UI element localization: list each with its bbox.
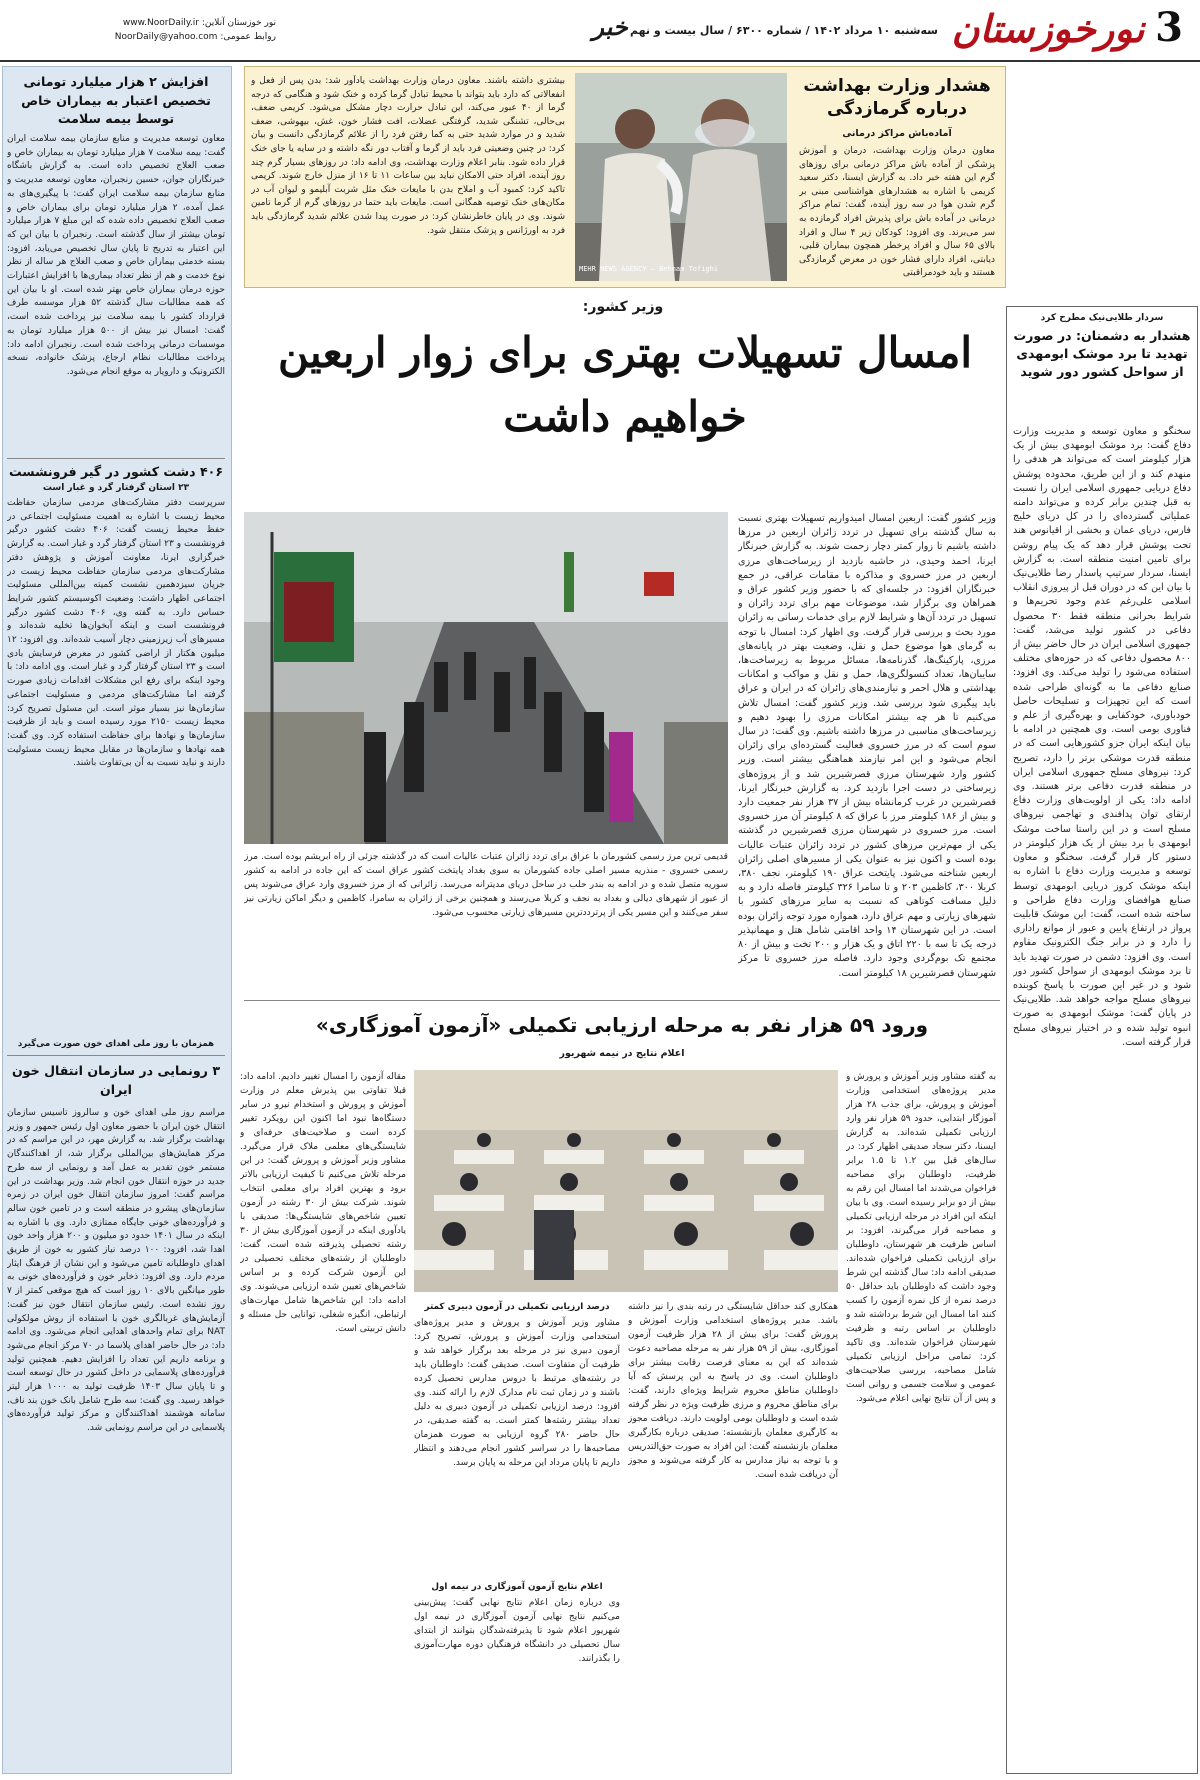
photo-credit: MEHR NEWS AGENCY — Behnam Tofighi — [579, 265, 719, 273]
arbaeen-photo — [244, 512, 728, 844]
exam-col3: مشاور وزیر آموزش و پرورش و مدیر پروژه‌های استخدامی وزارت آموزش و پرورش، تصریح کرد: آزمون دبیری نیز در مرحله بعد برگزار خواهد شد و ظرفیت آن متفاوت است. صدیقی گفت: داوطلبان باید در رشته‌های مرتبط با دروس مدارس تحصیل کرده باشند و در زمان ثبت نام مدارک لازم را ارائه کنند. وی افزود: درصد ارزیابی تکمیلی در آزمون دبیری به دلیل تعداد بیشتر رشته‌ها کمتر است. به گفته صدیقی، در حال حاضر ۲۸۰ گروه ارزیابی به صورت همزمان مصاحبه‌ها را در سراسر کشور انجام می‌دهند و انتظار داریم تا پایان مرداد این مرحله به پایان برسد. — [414, 1318, 620, 1468]
dasht-subtitle: ۲۳ استان گرفتار گرد و غبار است — [42, 483, 190, 493]
dasht-note: همزمان با روز ملی اهدای خون صورت می‌گیرد — [17, 1039, 215, 1049]
missile-kicker: سردار طلایی‌نیک مطرح کرد — [1040, 313, 1164, 323]
missile-title: هشدار به دشمنان: در صورت تهدید تا برد موشک ابومهدی از سواحل کشور دور شوید — [1013, 328, 1191, 379]
exam-col4: همکاری کند حداقل شایستگی در رتبه بندی را نیز داشته باشد. مدیر پروژه‌های استخدامی وزارت آموزش و پرورش گفت: برای بیش از ۲۸ هزار ظرفیت آزمون آموزگاری، بیش از ۵۹ هزار نفر به مرحله مصاحبه دعوت شده‌اند که این به معنای فرصت رقابت بیشتر برای داوطلبان است. وی در پاسخ به این پرسش که آیا داوطلبان مناطق محروم شرایط ویژه‌ای دارند، گفت: برای مناطق محروم و مرزی ظرفیت ویژه در نظر گرفته شده است و داوطلبان بومی اولویت دارند. دریافت مجوز به کارگیری معلمان بازنشسته: صدیقی درباره بکارگیری معلمان بازنشسته گفت: این افراد به صورت حق‌التدریس و با توجه به نیاز مدارس به کار گرفته می‌شوند و مجوز آن دریافت شده است. — [628, 1302, 838, 1480]
email-line: روابط عمومی: NoorDaily@yahoo.com — [114, 32, 276, 42]
exam-title: ورود ۵۹ هزار نفر به مرحله ارزیابی تکمیلی «آزمون آموزگاری» — [315, 1013, 929, 1037]
heat-photo — [575, 73, 787, 281]
exam-col2: مقاله آزمون را امسال تغییر دادیم. ادامه داد: قبلا تفاوتی بین پذیرش معلم در وزارت آموزش و پرورش و استخدام نیرو در سایر دستگاه‌ها نبود اما اکنون این رویکرد تغییر کرده است و صلاحیت‌های حرفه‌ای و شایستگی‌های معلمی ملاک قرار می‌گیرد. مشاور وزیر آموزش و پرورش گفت: در این مرحله تلاش می‌کنیم تا کیفیت ارزیابی بالاتر برود و بهترین افراد برای معلمی انتخاب شوند. شرکت بیش از ۳۰ رشته در آزمون تعیین شاخص‌های شایستگی‌ها: صدیقی با یادآوری اینکه در آزمون آموزگاری بیش از ۳۰ رشته تحصیلی پذیرفته شده است، گفت: داوطلبان از رشته‌های مختلف تحصیلی در این آزمون شرکت کرده و بر اساس شاخص‌های تعیین شده ارزیابی می‌شوند. وی ادامه داد: این شاخص‌ها شامل مهارت‌های ارتباطی، انگیزه شغلی، توانایی حل مسئله و دانش تربیتی است. — [240, 1072, 406, 1334]
divider — [7, 1055, 225, 1056]
web-line: نور خوزستان آنلاین: www.NoorDaily.ir — [122, 18, 276, 28]
exam-col3b: وی درباره زمان اعلام نتایج نهایی گفت: پیش‌بینی می‌کنیم نتایج نهایی آزمون آموزگاری در نیمه اول شهریور اعلام شود تا پذیرفته‌شدگان بتوانند از ابتدای سال تحصیلی در دانشگاه فرهنگیان دوره مهارت‌آموزی را بگذرانند. — [414, 1598, 620, 1664]
exam-subhead-2: اعلام نتایج آزمون آموزگاری در نیمه اول — [431, 1582, 603, 1592]
exam-col1: به گفته مشاور وزیر آموزش و پرورش و مدیر پروژه‌های استخدامی وزارت آموزش و پرورش، برای جذب ۲۸ هزار آموزگار ابتدایی، حدود ۵۹ هزار نفر وارد ارزیابی تکمیلی شده‌اند. به گزارش ایسنا، دکتر سجاد صدیقی اظهار کرد: در سال‌های قبل بین ۱.۲ تا ۱.۵ برابر ظرفیت، داوطلبان برای مصاحبه فراخوان می‌شدند اما امسال این رقم به بیش از دو برابر رسیده است. وی با بیان اینکه این افراد در مرحله ارزیابی تکمیلی و مصاحبه قرار می‌گیرند، افزود: بر اساس ظرفیت هر شهرستان، داوطلبان برای ارزیابی تکمیلی فراخوان شده‌اند. صدیقی ادامه داد: سال گذشته این شرط وجود داشت که داوطلبان باید حداقل ۵۰ درصد نمره از کل نمره آزمون را کسب کنند اما امسال این شرط برداشته شد و داوطلبان بر اساس رتبه و ظرفیت شهرستان فراخوان شده‌اند. وی تاکید کرد: تمامی مراحل ارزیابی تکمیلی شامل مصاحبه، بررسی صلاحیت‌های عمومی و سلامت جسمی و روانی است و پس از آن نتایج نهایی اعلام می‌شود. — [846, 1072, 996, 1404]
missile-body: سخنگو و معاون توسعه و مدیریت وزارت دفاع گفت: برد موشک ابومهدی بیش از یک هزار کیلومتر است که می‌تواند هر هدفی را منهدم کند و از این طریق، محدوده پوشش دفاع دریایی جمهوری اسلامی ایران را نسبت به قبل چندین برابر کرده و می‌تواند دامنه عملیاتی گسترده‌ای را در کل دریای خلیج فارس، دریای عمان و بخشی از اقیانوس هند تحت پوشش قرار دهد که یک پیام روشن برای تامین امنیت منطقه است. به گزارش ایسنا، سردار سرتیپ پاسدار رضا طلایی‌نیک با بیان این که در دوران قبل از پیروزی انقلاب اسلامی علی‌رغم عدم وجود تحریم‌ها و شرایط بحرانی منطقه فقط ۳۰ محصول دفاعی در کشور تولید می‌شد، گفت: جمهوری اسلامی ایران در حال حاضر بیش از ۸۰۰ محصول دفاعی که در حوزه‌های مختلف استفاده می‌شود را تولید می‌کند. وی افزود: صنایع دفاعی ما به گونه‌ای طراحی شده است که این تجهیزات و تسلیحات حاصل خودباوری، خودکفایی و بهره‌گیری از علم و فناوری بومی است. وی همچنین در ادامه با بیان اینکه ایران جزو کشورهایی است که در منطقه قدرت موشکی برتر را دارد، تصریح کرد: نیروهای مسلح جمهوری اسلامی ایران در منطقه قدرت دفاعی برتر هستند. وی ادامه داد: یکی از اولویت‌های وزارت دفاع ارتقای توان پدافندی و تهاجمی نیروهای مسلح است و در این راستا ساخت موشک ابومهدی با برد بیش از یک هزار کیلومتر در دستور کار قرار گرفت. سخنگو و معاون توسعه و مدیریت وزارت دفاع با اشاره به اینکه موشک کروز دریایی ابومهدی توسط صنایع هوافضای وزارت دفاع طراحی و ساخته شده است، گفت: این موشک قابلیت پرواز در ارتفاع پایین و عبور از موانع راداری را دارد و در برابر جنگ الکترونیک مقاوم است. وی افزود: دشمن در صورت تهدید باید تا برد موشک ابومهدی از سواحل کشور دور شود و در غیر این صورت با پاسخ کوبنده نیروهای مسلح مواجه خواهد شد. طلایی‌نیک در پایان گفت: موشک ابومهدی به صورت انبوه تولید شده و در اختیار نیروهای مسلح قرار گرفته است. — [1013, 426, 1191, 1048]
missile-box — [1006, 306, 1198, 1774]
arbaeen-caption: قدیمی ترین مرز رسمی کشورمان با عراق برای تردد زائران عتبات عالیات است که در گذشته جزئی از راه ابریشم بوده است. مرز رسمی خسروی - منذریه مسیر اصلی جاده کشورمان به سوی بغداد پایتخت کشور عراق است که این جاده در ادامه به کشور سوریه متصل شده و در ادامه به بندر حلب در ساحل دریای مدیترانه می‌رسد. زائرانی که از مرز خسروی وارد عراق می‌شوند پس از عبور از شهرهای دیالی و بغداد به نجف و کربلا می‌رسند و همچنین برخی از زائران به سامرا، کاظمین و دیگر اماکن زیارتی نیز سفر می‌کنند و این مسیر یکی از پرترددترین مسیرهای زیارتی محسوب می‌شود. — [244, 852, 728, 918]
exam-subhead-1: درصد ارزیابی تکمیلی در آزمون دبیری کمتر — [424, 1302, 610, 1312]
exam-photo — [414, 1070, 838, 1292]
masthead-logo: نورخوزستان — [951, 6, 1145, 51]
dasht-body: سرپرست دفتر مشارکت‌های مردمی سازمان حفاظت محیط زیست با اشاره به اهمیت مسئولیت اجتماعی در حفظ محیط زیست گفت: ۴۰۶ دشت کشور درگیر فرونشست و ۲۳ استان گرفتار گرد و غبار است. به گزارش خبرگزاری ایرنا، معاونت آموزش و پژوهش دفتر مشارکت‌های مردمی سازمان حفاظت محیط زیست در جریان سیزدهمین نشست کمیته بین‌المللی مسئولیت اجتماعی اظهار داشت: وضعیت اکوسیستم کشور شرایط حساس دارد. به گفته وی، ۴۰۶ دشت کشور درگیر فرونشست است و اینکه آبخوان‌ها تخلیه شده‌اند و مسیرهای آب زیرزمینی دچار آسیب شده‌اند. وی افزود: ۱۲ میلیون هکتار از اراضی کشور در معرض فرسایش بادی است و ۲۳ استان گرفتار گرد و غبار است. وی ادامه داد: با وجود اینکه برای رفع این مشکلات اقدامات زیادی صورت گرفته اما مشارکت‌های مردمی و مسئولیت اجتماعی سازمان‌ها نیز بسیار موثر است. این مسئول تصریح کرد: محیط زیست ۲۱۵۰ مورد رسیده است و باید از ظرفیت سازمان‌ها و نهادها برای حفاظت استفاده کرد. وی گفت: همه نهادها و سازمان‌ها در مقابل محیط زیست مسئولیت دارند و نباید نسبت به آن بی‌تفاوت باشند. — [7, 498, 225, 769]
arbaeen-title-line2: خواهیم داشت — [503, 392, 747, 441]
masthead — [0, 0, 1200, 62]
insurance-body: معاون توسعه مدیریت و منابع سازمان بیمه سلامت ایران گفت: بیمه سلامت ۷ هزار میلیارد تومان به بیماران خاص و صعب العلاج تخصیص داده است. به گزارش باشگاه خبرنگاران جوان، حسین رنجبران، معاون توسعه مدیریت و منابع سازمان بیمه سلامت ایران گفت: با پیگیری‌های به عمل آمده، ۲ هزار میلیارد تومان برای بیماران خاص و صعب العلاج تخصیص داده شده که این مبلغ ۷ هزار میلیارد تومان بیشتر از سال گذشته است. رنجبران با بیان این که این اعتبار به تدریج تا پایان سال تخصیص می‌یابد، افزود: بسته خدمتی بیماران خاص و صعب العلاج هر ساله از نظر نوع خدمت و هم از نظر تعداد بیماری‌ها با افزایش اعتبارات حوزه درمان بیماران خاص بهتر شده است. او با بیان این که همه مطالبات سال گذشته ۵۲ هزار موسسه طرف قرارداد کشور با بیمه سلامت نیز پرداخت شده است، گفت: امسال نیز بیش از ۵۰۰ هزار میلیارد تومان به موسسات درمانی پرداخت شده است. رنجبران ادامه داد: پرداخت مطالبات نظام ارجاع، پزشک خانواده، نسخه الکترونیک و دارویار به موقع انجام می‌شود. — [7, 134, 225, 377]
heat-subtitle: آماده‌باش مراکز درمانی — [842, 128, 952, 139]
dasht-title: ۴۰۶ دشت کشور در گیر فرونشست — [8, 464, 224, 479]
blood-body: مراسم روز ملی اهدای خون و سالروز تاسیس سازمان انتقال خون ایران با حضور معاون اول رئیس جمهور و وزیر بهداشت برگزار شد. به گزارش مهر، در این مراسم که در مرکز همایش‌های بین‌المللی برگزار شد، از اهداکنندگان مستمر خون تقدیر به عمل آمد و رونمایی از سه طرح جدید در حوزه انتقال خون انجام شد. وزیر بهداشت در این مراسم گفت: امروز سازمان انتقال خون ایران در زمره سازمان‌های پیشرو در منطقه است و در تامین خون سالم و فرآورده‌های خونی جایگاه ممتازی دارد. وی با اشاره به اینکه در سال ۱۴۰۱ حدود دو میلیون و ۲۰۰ هزار واحد خون اهدا شد، افزود: ۱۰۰ درصد نیاز کشور به خون از طریق اهدای داوطلبانه تامین می‌شود و این نشان از فرهنگ ایثار مردم دارد. وی افزود: ذخایر خون و فرآورده‌های خونی به طور میانگین بالای ۱۰ روز است که هیچ موقعی کمتر از ۷ روز نشده است. رئیس سازمان انتقال خون نیز گفت: آزمایش‌های غربالگری خون با استفاده از روش مولکولی NAT برای تمام واحدهای اهدایی انجام می‌شود. وی ادامه داد: در حال حاضر اهدای پلاسما در ۷۰ مرکز انجام می‌شود و برنامه داریم این تعداد را افزایش دهیم. همچنین تولید فرآورده‌های پلاسمایی در داخل کشور در حال توسعه است و تا پایان سال ۱۴۰۳ ظرفیت تولید به ۱۰۰۰ هزار لیتر خواهد رسید. وی گفت: سه طرح شامل بانک خون بند ناف، سامانه هوشمند اهداکنندگان و مرکز تولید فرآورده‌های پلاسمایی در این مراسم رونمایی شد. — [7, 1108, 225, 1434]
exam-subtitle: اعلام نتایج در نیمه شهریور — [559, 1048, 685, 1059]
page-number: 3 — [1155, 4, 1183, 51]
left-column — [2, 66, 232, 1774]
blood-title: ۳ رونمایی در سازمان انتقال خون ایران — [11, 1063, 221, 1097]
issue-line: سه‌شنبه ۱۰ مرداد ۱۴۰۲ / شماره ۶۳۰۰ / سال بیست و نهم — [630, 24, 938, 37]
divider — [244, 1000, 1000, 1001]
heat-body-right: معاون درمان وزارت بهداشت، درمان و آموزش پزشکی از آماده باش مراکز درمانی برای روزهای گرم این هفته خبر داد. به گزارش ایسنا، دکتر سعید کریمی با اشاره به هشدارهای هواشناسی مبنی بر گرم شدن هوا در سه روز آینده، گفت: تمام مراکز درمانی در آماده باش برای پذیرش افراد گرمازده به سر می‌برند. وی افزود: کودکان زیر ۴ سال و افراد بالای ۶۵ سال و افراد پرخطر همچون بیماران قلبی، دیابتی، افراد دارای فشار خون در معرض گرمازدگی هستند و باید خودمراقبتی — [799, 146, 995, 279]
heat-body-left: بیشتری داشته باشند. معاون درمان وزارت بهداشت یادآور شد: بدن پس از فعل و انفعالاتی که دارد باید بتواند با محیط تبادل گرما کرده و خنک شود و هنگامی که درجه گرما از ۴۰ عبور می‌کند، این تبادل حرارت دچار مشکل می‌شود. کریمی ضعف، بی‌حالی، تشنگی شدید، گرفتگی عضلات، افت فشار خون، غش، بیهوشی، ضعف شدید و در موارد شدید حتی به کما رفتن فرد را از علائم گرمازدگی دانست و بیان کرد: در چنین وضعیتی فرد باید از گرما و آفتاب دور نگه داشته و در سایه یا جای خنک قرار داده شود. بنابر اعلام وزارت بهداشت، وی ادامه داد: در روزهای بسیار گرم چند روز آینده، افراد حتی الامکان نباید بین ساعات ۱۱ تا ۱۶ از منزل خارج شوند. کریمی تاکید کرد: کمبود آب و املاح بدن با مایعات خنک مثل شربت آبلیمو و لیوان آب در مکان‌های خنک توصیه همگانی است. مایعات باید حتما در روزهای گرم از گرما تامین شوند. وی در پایان خاطرنشان کرد: در صورت پیدا شدن علائم شدید گرمازدگی باید فرد به اورژانس و پزشک منتقل شود. — [251, 76, 565, 236]
exam-col1-cont — [846, 1514, 996, 1770]
section-title: خبر — [592, 12, 628, 41]
arbaeen-kicker: وزیر کشور: — [582, 299, 664, 315]
divider — [7, 458, 225, 459]
heat-box — [244, 66, 1006, 288]
heat-title: هشدار وزارت بهداشت درباره گرمازدگی — [803, 76, 991, 119]
arbaeen-title-line1: امسال تسهیلات بهتری برای زوار اربعین — [277, 328, 973, 377]
insurance-title: افزایش ۲ هزار میلیارد تومانی تخصیص اعتبار به بیماران خاص توسط بیمه سلامت — [21, 74, 211, 126]
arbaeen-body: وزیر کشور گفت: اربعین امسال امیدواریم تسهیلات بهتری نسبت به سال گذشته برای تسهیل در تردد زائران اربعین در مرزها داشته باشیم تا زوار کمتر دچار زحمت شوند. به گزارش خبرنگار ایرنا، احمد وحیدی، در حاشیه بازدید از زیرساخت‌های مرزی اربعین در مرز خسروی و مذاکره با مقامات عراقی، در جمع خبرنگاران افزود: در جلسه‌ای که با حضور وزیر کشور عراق و همراهان وی برگزار شد، موضوعات مهم برای تردد زائران و تسهیل در تردد آن‌ها و شرایط لازم برای خدمات رسانی به زائران مورد بحث و بررسی قرار گرفت. وی اظهار کرد: امسال با توجه به گرمای هوا موضوع حمل و نقل، وضعیت بهتر در پایانه‌های مرزی، پارکینگ‌ها، گذرنامه‌ها، مسائل مربوط به زیرساخت‌ها، سایبان‌ها، تعداد کنسولگری‌ها، حمل و نقل و مواکب و امکانات بهداشتی و هلال احمر و نیازمندی‌های زائران که در ایران و عراق باید پیگیری شود بررسی شد. وزیر کشور گفت: امسال تلاش می‌کنیم تا هر چه بیشتر امکانات مرزی را بهبود دهیم و زیرساخت‌های مناسبی در مرزها داشته باشیم. وی گفت: در سال سوم است که در مرز خسروی فعالیت گسترده‌ای برای زائران انجام می‌شود و این امر نیازمند هماهنگی بیشتر است. وزیر کشور وارد شهرستان مرزی قصرشیرین شد و از پروژه‌های زیرساختی در دست اجرا بازدید کرد. به گزارش خبرنگار ایرنا، قصرشیرین در غرب کرمانشاه بیش از ۳۷ هزار نفر جمعیت دارد و بیش از ۱۸۶ کیلومتر مرز با عراق که ۸ کیلومتر آن مرز خسروی است. مرز خسروی در شهرستان مرزی قصرشیرین در گذشته یکی از مهم‌ترین مرزهای کشور در تردد زائران عتبات عالیات بوده است و اکنون نیز به عنوان یکی از مسیرهای اصلی زائران اربعین شناخته می‌شود. پایتخت عراق ۱۹۰ کیلومتر، نجف ۳۸۰، کربلا ۳۰۰، کاظمین ۲۰۳ و تا سامرا ۳۲۶ کیلومتر فاصله دارد و به دلیل مسافت کوتاهی که نسبت به سایر مرزهای کشور با شهرهای زیارتی و مهم عراق دارد، همواره مورد توجه زائران بوده است. در این شهرستان ۱۴ واحد اقامتی شامل هتل و مهمانپذیر درجه یک تا سه با ۲۲۰ اتاق و یک هزار و ۲۰۰ تخت و بیش از ۸۰ مجتمع تک بوم‌گردی وجود دارد. فاصله مرز خسروی تا مرکز شهرستان قصرشیرین ۱۸ کیلومتر است. — [738, 513, 996, 979]
